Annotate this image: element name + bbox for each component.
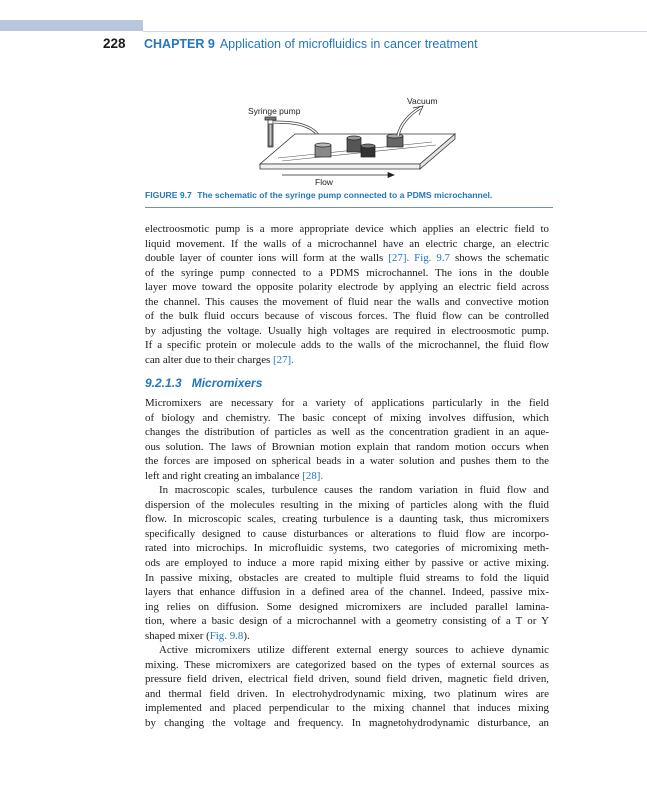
- text-line: In passive mixing, obstacles are created to multiple fluid streams to fold the liquid: [145, 571, 549, 584]
- text-line: the forces are imposed on spherical beads in a water solution and pushes them to the: [145, 455, 549, 468]
- text-line: and thermal field driven. In electrohydrodynamic mixing, two platinum wires are: [145, 687, 549, 700]
- running-header: [103, 36, 478, 54]
- text-line: layer move toward the opposite polarity electrode by applying an electric field across: [145, 281, 549, 294]
- text-line: mixing. These micromixers are categorized based on the types of external sources as: [145, 658, 549, 671]
- figure-label-syringe: Syringe pump: [248, 106, 301, 116]
- citation-link-27[interactable]: [27].: [388, 252, 410, 265]
- text-line: pressure field driven, electrical field driven, sound field driven, magnetic field driven,: [145, 673, 549, 686]
- text-line: Active micromixers utilize different external energy sources to achieve dynamic: [159, 644, 549, 657]
- section-title: Micromixers: [191, 376, 263, 390]
- text-line: of biology and chemistry. The basic concept of mixing involves diffusion, which: [145, 411, 549, 424]
- caption-rule: [145, 207, 553, 208]
- text-line: of the bulk fluid occurs because of viscous forces. The fluid flow can be controlled: [145, 310, 549, 323]
- chapter-label: CHAPTER 9: [144, 37, 215, 51]
- text-line: the channel. This causes the movement of fluid near the walls and convective motion: [145, 295, 549, 308]
- text-line: flow. In microscopic scales, creating turbulence is a daunting task, thus micromixers: [145, 513, 549, 526]
- figure-syringe-pump-schematic: [220, 86, 480, 190]
- figure-link-9-7[interactable]: Fig. 9.7: [414, 252, 450, 265]
- text-line: ing relies on diffusion. Some designed micromixers are included parallel lamina-: [145, 600, 549, 613]
- citation-link-28[interactable]: [28].: [302, 469, 324, 482]
- text-line: of the syringe pump connected to a PDMS microchannel. The ions in the double: [145, 266, 549, 279]
- citation-link-27[interactable]: [27].: [273, 353, 294, 366]
- text-line: In macroscopic scales, turbulence causes the random variation in fluid flow and: [159, 484, 549, 497]
- figure-caption-text: The schematic of the syringe pump connected to a PDMS microchannel.: [197, 190, 493, 200]
- figure-caption: [145, 190, 555, 200]
- vacuum-tubing: [398, 108, 420, 136]
- page-number: 228: [103, 36, 126, 51]
- header-rule: [143, 31, 647, 32]
- text-line: liquid movement. If the walls of a microchannel have an electric charge, an electric: [145, 237, 549, 250]
- text-line: by adjusting the voltage. Usually high voltages are required in electroosmotic pump.: [145, 324, 549, 337]
- text-line: ous solution. The laws of Brownian motion explain that random motion occurs when: [145, 440, 549, 453]
- text-line: If a specific protein or molecule adds to the walls of the microchannel, the fluid flow: [145, 339, 549, 352]
- paragraph-micromixers-intro: [145, 396, 549, 731]
- figure-caption-label: FIGURE 9.7: [145, 190, 192, 200]
- flow-arrow: [282, 173, 394, 178]
- figure-label-vacuum: Vacuum: [407, 96, 438, 106]
- figure-link-9-8[interactable]: Fig. 9.8: [209, 629, 244, 642]
- chapter-title: Application of microfluidics in cancer treatment: [219, 37, 478, 51]
- section-number: 9.2.1.3: [145, 376, 182, 390]
- text-line: double layer of counter ions will form at the walls [27]. Fig. 9.7 shows the schematic: [145, 252, 550, 265]
- text-line: layers that enhance diffusion in a defined area of the channel. Indeed, passive mix-: [145, 586, 549, 599]
- text-line: by changing the voltage and frequency. In magnetohydrodynamic disturbance, an: [145, 717, 549, 730]
- paragraph-electroosmotic: [145, 222, 549, 367]
- text-line: electroosmotic pump is a more appropriate device which applies an electric field to: [145, 223, 549, 235]
- text-line: left and right creating an imbalance [28].: [145, 469, 324, 482]
- text-line: ods are employed to induce a more rapid mixing either by passive or active mixing.: [145, 557, 549, 570]
- figure-label-flow: Flow: [315, 177, 333, 187]
- text-line: dispersion of the molecules resulting in the mixing of particles along with the fluid: [145, 498, 549, 511]
- text-line: Micromixers are necessary for a variety of applications particularly in the field: [145, 397, 549, 409]
- section-heading-micromixers: [145, 376, 262, 390]
- text-line: changes the distribution of particles as well as the concentration gradient in an aque-: [145, 426, 549, 439]
- text-line: shaped mixer (Fig. 9.8).: [145, 629, 250, 642]
- header-accent-bar: [0, 20, 143, 31]
- text-line: rated into microchips. In microfluidic systems, two categories of micromixing meth-: [145, 542, 549, 555]
- text-line: tion, where a basic design of a microchannel with a geometry consisting of a T or Y: [145, 615, 549, 628]
- text-line: specifically designed to cause disturbances or alterations to fluid flow are incorpo-: [145, 527, 549, 540]
- text-line: implemented and placed perpendicular to the mixing channel that induces mixing: [145, 702, 549, 715]
- text-line: can alter due to their charges [27].: [145, 353, 294, 366]
